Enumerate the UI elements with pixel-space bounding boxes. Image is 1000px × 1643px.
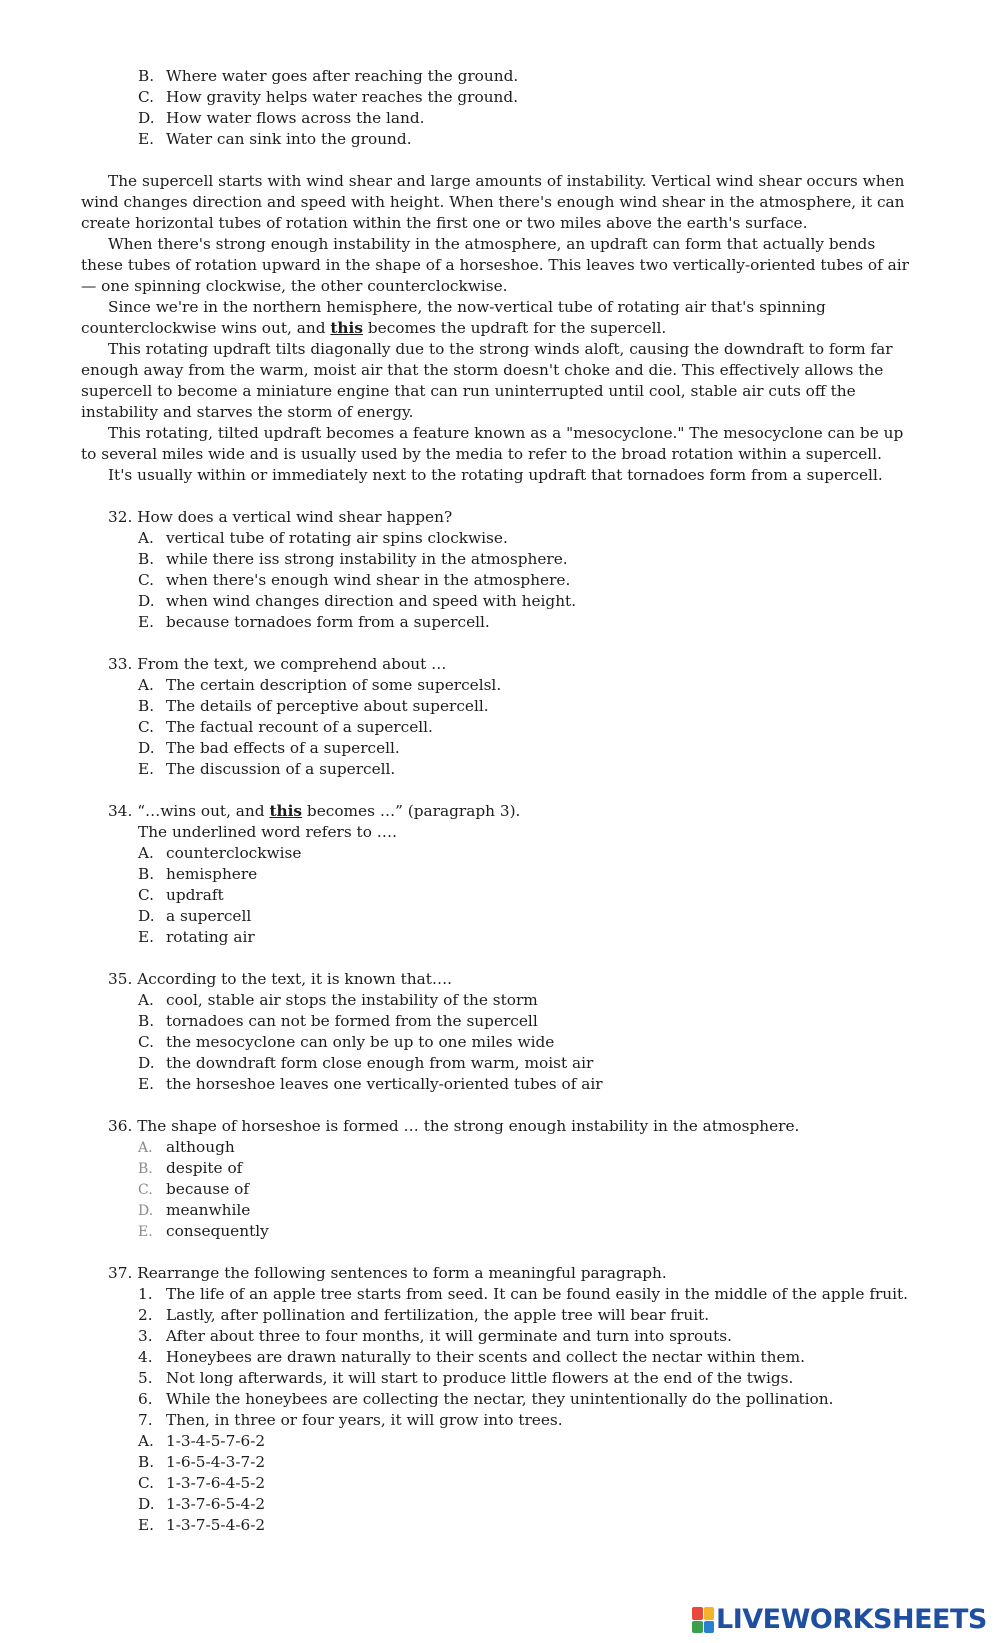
q37-option-a[interactable]: A. 1-3-4-5-7-6-2 (138, 1432, 266, 1450)
q33-option-c[interactable]: C. The factual recount of a supercell. (138, 718, 433, 736)
passage-line: wind changes direction and speed with height. When there's enough wind shear in the atmosphere, it can (81, 193, 905, 211)
q37-sentence: 6. While the honeybees are collecting the nectar, they unintentionally do the pollination. (138, 1390, 834, 1408)
q37-sentence: 5. Not long afterwards, it will start to produce little flowers at the end of the twigs. (138, 1369, 794, 1387)
q37-option-b[interactable]: B. 1-6-5-4-3-7-2 (138, 1453, 266, 1471)
liveworksheets-logo[interactable] (692, 1605, 987, 1635)
passage-line: instability and starves the storm of energy. (81, 403, 414, 421)
q33-option-d[interactable]: D. The bad effects of a supercell. (138, 739, 400, 757)
q36-option-a[interactable]: A. although (138, 1138, 235, 1156)
q34-option-d[interactable]: D. a supercell (138, 907, 252, 925)
q35-option-d[interactable]: D. the downdraft form close enough from warm, moist air (138, 1054, 594, 1072)
passage-line: When there's strong enough instability in the atmosphere, an updraft can form that actually bends (108, 235, 876, 253)
q37-option-c[interactable]: C. 1-3-7-6-4-5-2 (138, 1474, 266, 1492)
q37-option-e[interactable]: E. 1-3-7-5-4-6-2 (138, 1516, 266, 1534)
prev-option-d[interactable]: D. How water flows across the land. (138, 109, 425, 127)
q32-option-d[interactable]: D. when wind changes direction and speed with height. (138, 592, 577, 610)
q37-option-d[interactable]: D. 1-3-7-6-5-4-2 (138, 1495, 266, 1513)
q33-option-e[interactable]: E. The discussion of a supercell. (138, 760, 396, 778)
question-37: 37. Rearrange the following sentences to form a meaningful paragraph. (108, 1264, 667, 1282)
passage-line: supercell to become a miniature engine that can run uninterrupted until cool, stable air cuts off the (81, 382, 856, 400)
passage-line: enough away from the warm, moist air that the storm doesn't choke and die. This effectively allows the (81, 361, 884, 379)
passage-line: counterclockwise wins out, and this becomes the updraft for the supercell. (81, 319, 667, 337)
underlined-word-this: this (330, 319, 363, 337)
question-33: 33. From the text, we comprehend about … (108, 655, 447, 673)
q34-option-a[interactable]: A. counterclockwise (138, 844, 302, 862)
q34-option-c[interactable]: C. updraft (138, 886, 224, 904)
q33-option-b[interactable]: B. The details of perceptive about supercell. (138, 697, 489, 715)
passage-line: Since we're in the northern hemisphere, the now-vertical tube of rotating air that's spinning (108, 298, 826, 316)
underlined-word-this: this (269, 802, 303, 820)
passage-line: these tubes of rotation upward in the shape of a horseshoe. This leaves two vertically-oriented tubes of air (81, 256, 909, 274)
passage-line: to several miles wide and is usually used by the media to refer to the broad rotation within a supercell. (81, 445, 882, 463)
logo-square (704, 1621, 715, 1634)
q37-sentence: 3. After about three to four months, it will germinate and turn into sprouts. (138, 1327, 732, 1345)
passage-line: create horizontal tubes of rotation within the first one or two miles above the earth's surface. (81, 214, 808, 232)
q37-sentence: 2. Lastly, after pollination and fertilization, the apple tree will bear fruit. (138, 1306, 710, 1324)
q35-option-b[interactable]: B. tornadoes can not be formed from the supercell (138, 1012, 538, 1030)
logo-square (692, 1621, 703, 1634)
passage-line: It's usually within or immediately next to the rotating updraft that tornadoes form from a supercell. (108, 466, 883, 484)
q32-option-c[interactable]: C. when there's enough wind shear in the atmosphere. (138, 571, 571, 589)
liveworksheets-logo-text: LIVEWORKSHEETS (716, 1604, 987, 1635)
q35-option-a[interactable]: A. cool, stable air stops the instability of the storm (138, 991, 538, 1009)
q35-option-c[interactable]: C. the mesocyclone can only be up to one miles wide (138, 1033, 555, 1051)
liveworksheets-logo-icon (692, 1607, 714, 1633)
q37-sentence: 7. Then, in three or four years, it will grow into trees. (138, 1411, 563, 1429)
q35-option-e[interactable]: E. the horseshoe leaves one vertically-oriented tubes of air (138, 1075, 603, 1093)
passage-line: This rotating updraft tilts diagonally due to the strong winds aloft, causing the downdraft to form far (108, 340, 893, 358)
q36-option-e[interactable]: E. consequently (138, 1222, 269, 1240)
q36-option-c[interactable]: C. because of (138, 1180, 250, 1198)
prev-option-b[interactable]: B. Where water goes after reaching the ground. (138, 67, 519, 85)
logo-square (704, 1607, 715, 1620)
prev-option-c[interactable]: C. How gravity helps water reaches the ground. (138, 88, 519, 106)
q34-option-e[interactable]: E. rotating air (138, 928, 255, 946)
question-32: 32. How does a vertical wind shear happen? (108, 508, 453, 526)
q36-option-d[interactable]: D. meanwhile (138, 1201, 251, 1219)
prev-option-e[interactable]: E. Water can sink into the ground. (138, 130, 412, 148)
passage-line: — one spinning clockwise, the other counterclockwise. (81, 277, 508, 295)
question-35: 35. According to the text, it is known that…. (108, 970, 452, 988)
question-36: 36. The shape of horseshoe is formed … the strong enough instability in the atmosphere. (108, 1117, 800, 1135)
passage-line: The supercell starts with wind shear and large amounts of instability. Vertical wind shear occurs when (108, 172, 905, 190)
question-34: 34. “…wins out, and this becomes …” (paragraph 3). (108, 802, 521, 820)
q37-sentence: 4. Honeybees are drawn naturally to their scents and collect the nectar within them. (138, 1348, 805, 1366)
logo-square (692, 1607, 703, 1620)
q32-option-a[interactable]: A. vertical tube of rotating air spins clockwise. (138, 529, 508, 547)
q32-option-e[interactable]: E. because tornadoes form from a supercell. (138, 613, 490, 631)
q36-option-b[interactable]: B. despite of (138, 1159, 243, 1177)
passage-line: This rotating, tilted updraft becomes a feature known as a "mesocyclone." The mesocyclone can be up (108, 424, 904, 442)
q33-option-a[interactable]: A. The certain description of some supercelsl. (138, 676, 502, 694)
q34-option-b[interactable]: B. hemisphere (138, 865, 258, 883)
question-34-prompt: The underlined word refers to …. (138, 823, 397, 841)
q37-sentence: 1. The life of an apple tree starts from seed. It can be found easily in the middle of the apple fruit. (138, 1285, 909, 1303)
q32-option-b[interactable]: B. while there iss strong instability in the atmosphere. (138, 550, 568, 568)
